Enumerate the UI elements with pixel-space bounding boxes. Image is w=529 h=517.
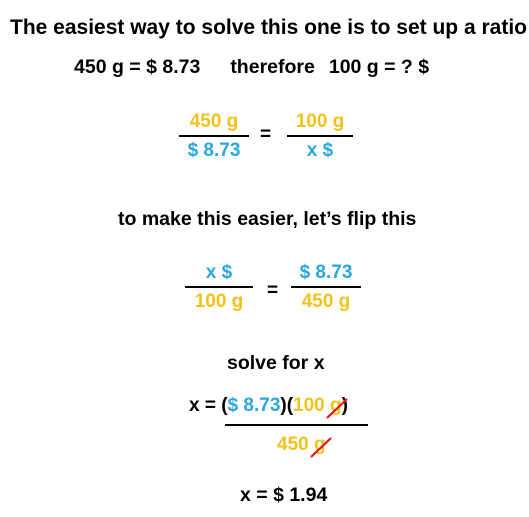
solve-instruction: solve for x — [227, 352, 325, 374]
solution-denominator — [277, 434, 326, 456]
final-answer: x = $ 1.94 — [240, 484, 328, 506]
ratio1-left-numerator: 450 g — [189, 111, 239, 132]
ratio1-right-fraction — [287, 111, 353, 162]
cancelled-unit-text: g — [330, 395, 342, 416]
ratio1-left-denominator: $ 8.73 — [187, 140, 241, 161]
ratio1-left-fraction — [179, 111, 249, 162]
ratio1-right-denominator: x $ — [306, 140, 334, 161]
ratio2-right-fraction — [291, 262, 361, 313]
flip-instruction: to make this easier, let’s flip this — [118, 208, 417, 230]
solution-fraction-bar — [225, 424, 368, 426]
solution-numerator-line — [189, 395, 348, 417]
cancelled-unit-text: g — [313, 434, 326, 455]
solution-close-paren: ) — [341, 395, 348, 416]
given-left: 450 g = $ 8.73 — [74, 56, 201, 78]
ratio1-equals: = — [260, 124, 272, 145]
cancelled-unit — [330, 395, 342, 417]
intro-heading: The easiest way to solve this one is to set up a ratio — [10, 16, 527, 39]
ratio2-left-fraction — [185, 262, 253, 313]
strike-mark-icon — [326, 397, 348, 419]
given-right: 100 g = ? $ — [328, 56, 430, 78]
given-statement — [74, 56, 429, 79]
ratio2-right-numerator: $ 8.73 — [299, 262, 353, 283]
given-therefore: therefore — [230, 56, 315, 78]
ratio2-left-denominator: 100 g — [194, 291, 244, 312]
cancelled-unit — [314, 434, 326, 456]
solution-lhs: x = ( — [189, 395, 228, 416]
ratio2-right-denominator: 450 g — [301, 291, 351, 312]
strike-mark-icon — [310, 436, 332, 458]
solution-den-value: 450 — [277, 434, 314, 455]
solution-qty: 100 — [293, 395, 331, 416]
ratio1-right-numerator: 100 g — [295, 111, 345, 132]
ratio2-left-numerator: x $ — [205, 262, 233, 283]
solution-mid-paren: )( — [280, 395, 294, 416]
ratio2-equals: = — [267, 280, 279, 301]
solution-price: $ 8.73 — [227, 395, 281, 416]
